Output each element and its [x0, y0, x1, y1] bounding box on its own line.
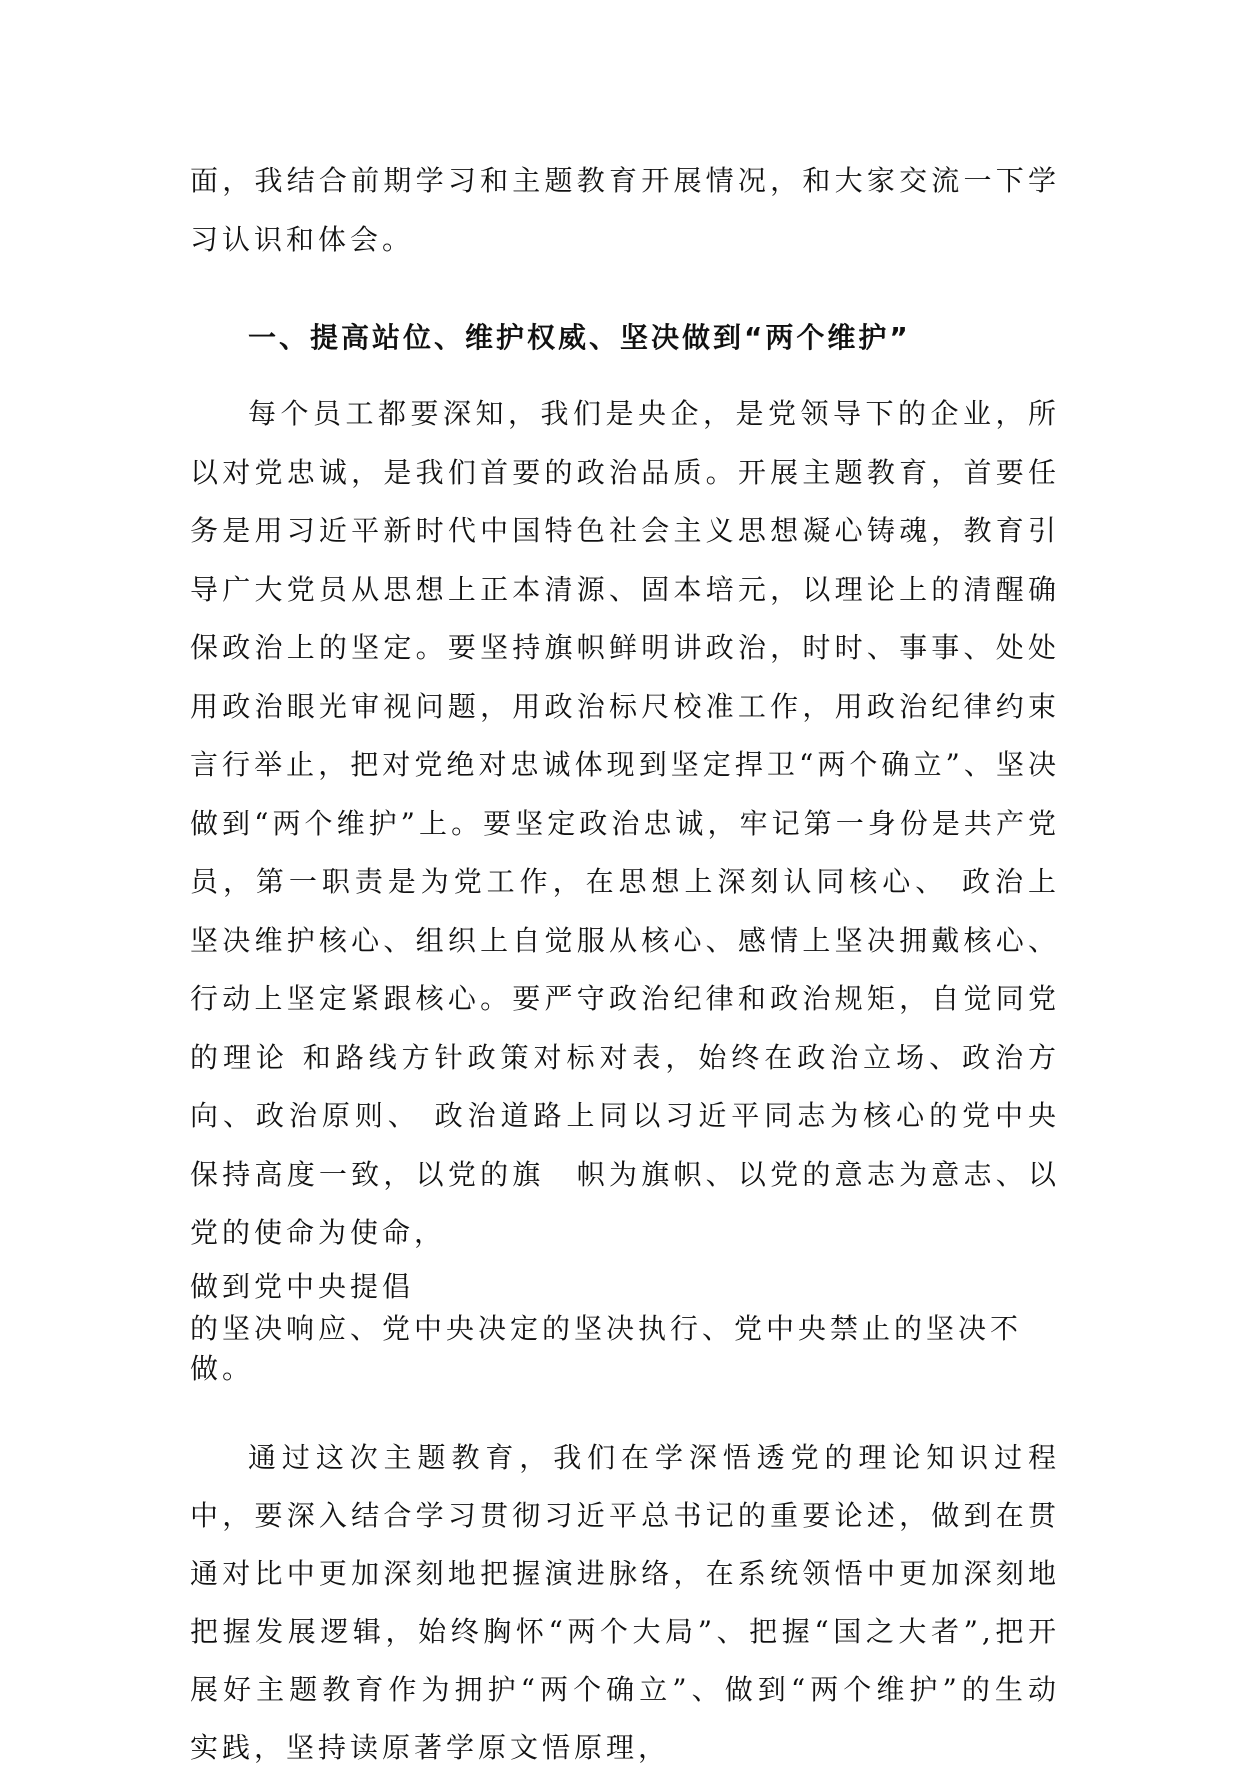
section-heading-1: 一、提高站位、维护权威、坚决做到“两个维护”: [248, 321, 911, 354]
opening-paragraph: 面，我结合前期学习和主题教育开展情况，和大家交流一下学习认识和体会。: [190, 164, 1060, 256]
section-1-paragraph-2: 通过这次主题教育，我们在学深悟透党的理论知识过程中，要深入结合学习贯彻习近平总书记的重要论述，做到在贯通对比中更加深刻地把握演进脉络，在系统领悟中更加深刻地把握发展逻辑，始终胸怀“两个大局”、把握“国之大者”,把开展好主题教育作为拥护“两个确立”、做到“两个维护”的生动实践，坚持读原著学原文悟原理，: [190, 1440, 1060, 1764]
section-1-paragraph-main: 每个员工都要深知，我们是央企，是党领导下的企业，所以对党忠诚，是我们首要的政治品质。开展主题教育，首要任务是用习近平新时代中国特色社会主义思想凝心铸魂，教育引导广大党员从思想上正本清源、固本培元，以理论上的清醒确保政治上的坚定。要坚持旗帜鲜明讲政治，时时、事事、处处用政治眼光审视问题，用政治标尺校准工作，用政治纪律约束言行举止，把对党绝对忠诚体现到坚定捍卫“两个确立”、坚决做到“两个维护”上。要坚定政治忠诚，牢记第一身份是共产党员，第一职责是为党工作，在思想上深刻认同核心、 政治上坚决维护核心、组织上自觉服从核心、感情上坚决拥戴核心、 行动上坚定紧跟核心。要严守政治纪律和政治规矩，自觉同党的理论 和路线方针政策对标对表，始终在政治立场、政治方向、政治原则、 政治道路上同以习近平同志为核心的党中央保持高度一致，以党的旗 帜为旗帜、以党的意志为意志、以党的使命为使命，: [190, 397, 1060, 1249]
section-1-paragraph-line-b: 的坚决响应、党中央决定的坚决执行、党中央禁止的坚决不做。: [190, 1311, 1023, 1385]
section-1-paragraph-line-a: 做到党中央提倡: [190, 1269, 415, 1303]
document-body: [190, 152, 1060, 1777]
